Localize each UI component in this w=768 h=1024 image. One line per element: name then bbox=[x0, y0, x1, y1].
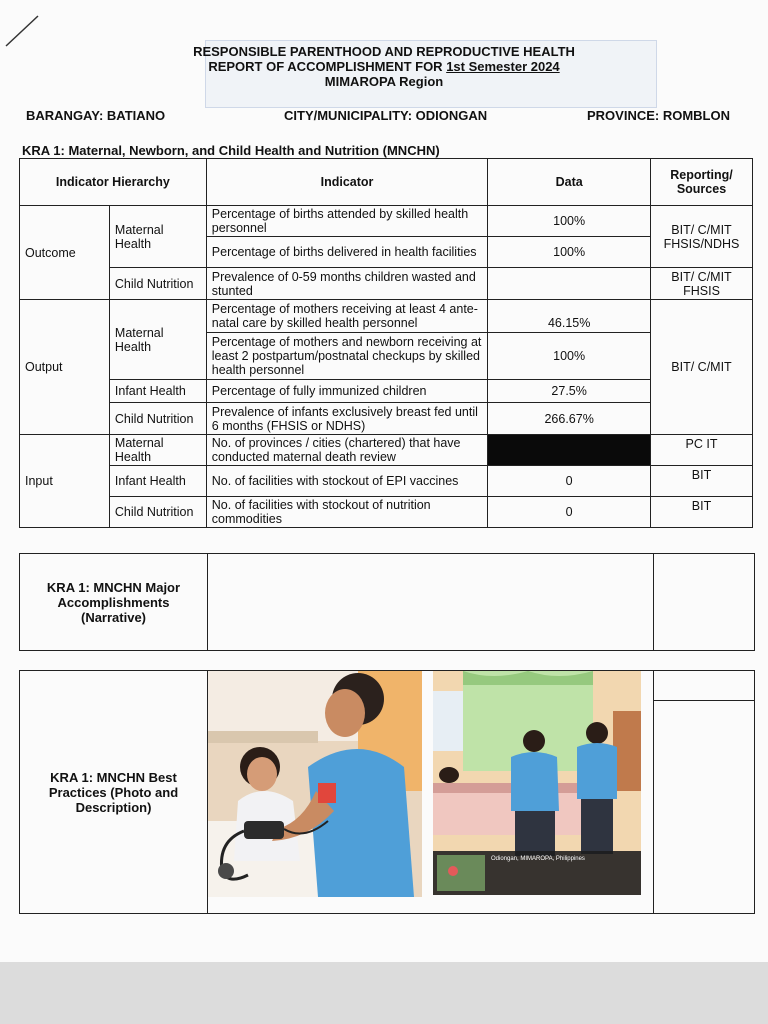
row-divider bbox=[653, 700, 754, 701]
header-sources: Reporting/ Sources bbox=[651, 159, 753, 206]
indicator-cell: Percentage of mothers and newborn receiving at least 2 postpartum/postnatal checkups by skilled health personnel bbox=[206, 333, 488, 380]
indicator-cell: No. of facilities with stockout of nutrition commodities bbox=[206, 497, 488, 528]
header-hierarchy: Indicator Hierarchy bbox=[20, 159, 207, 206]
column-divider bbox=[653, 671, 654, 913]
table-row bbox=[20, 466, 753, 497]
photo-bp-check bbox=[208, 671, 422, 897]
table-row bbox=[20, 403, 753, 435]
report-header bbox=[0, 44, 768, 89]
table-row bbox=[20, 268, 753, 300]
accomplishments-label-cell bbox=[20, 554, 208, 650]
data-cell bbox=[488, 268, 651, 300]
sub-category: Maternal Health bbox=[109, 435, 206, 466]
data-cell: 27.5% bbox=[488, 380, 651, 403]
sub-category: Maternal Health bbox=[109, 206, 206, 268]
source-cell: BIT/ C/MIT FHSIS bbox=[651, 268, 753, 300]
indicator-cell: No. of provinces / cities (chartered) that have conducted maternal death review bbox=[206, 435, 488, 466]
indicator-cell: Percentage of fully immunized children bbox=[206, 380, 488, 403]
data-cell: 46.15% bbox=[488, 300, 651, 333]
sub-category: Child Nutrition bbox=[109, 268, 206, 300]
table-row bbox=[20, 206, 753, 237]
best-practices-label-cell bbox=[20, 671, 208, 913]
city-label: CITY/MUNICIPALITY: ODIONGAN bbox=[284, 108, 488, 123]
header-line-2: REPORT OF ACCOMPLISHMENT FOR 1st Semester 2024 bbox=[208, 59, 560, 74]
source-cell: BIT/ C/MIT FHSIS/NDHS bbox=[651, 206, 753, 268]
group-outcome: Outcome bbox=[20, 206, 110, 300]
indicator-cell: Percentage of births attended by skilled health personnel bbox=[206, 206, 488, 237]
province-label: PROVINCE: ROMBLON bbox=[587, 108, 730, 123]
sub-category: Child Nutrition bbox=[109, 497, 206, 528]
header-line-1: RESPONSIBLE PARENTHOOD AND REPRODUCTIVE HEALTH bbox=[193, 44, 575, 59]
data-cell: 100% bbox=[488, 237, 651, 268]
table-row bbox=[20, 497, 753, 528]
data-cell: 100% bbox=[488, 206, 651, 237]
data-cell: 0 bbox=[488, 466, 651, 497]
photo-home-visit bbox=[433, 671, 641, 895]
indicator-cell: Percentage of births delivered in health facilities bbox=[206, 237, 488, 268]
table-row bbox=[20, 380, 753, 403]
redacted-data-cell bbox=[488, 435, 651, 466]
sub-category: Maternal Health bbox=[109, 300, 206, 380]
table-row bbox=[20, 300, 753, 333]
accomplishments-label: KRA 1: MNCHN Major Accomplishments (Narrative) bbox=[46, 579, 181, 625]
indicator-table bbox=[19, 158, 753, 528]
indicator-cell: Prevalence of infants exclusively breast fed until 6 months (FHSIS or NDHS) bbox=[206, 403, 488, 435]
data-cell: 266.67% bbox=[488, 403, 651, 435]
barangay-label: BARANGAY: BATIANO bbox=[26, 108, 166, 123]
header-data: Data bbox=[488, 159, 651, 206]
accomplishments-section bbox=[19, 553, 755, 651]
data-cell: 100% bbox=[488, 333, 651, 380]
table-row bbox=[20, 435, 753, 466]
data-cell: 0 bbox=[488, 497, 651, 528]
photo-bp-check-image bbox=[208, 671, 422, 897]
sub-category: Infant Health bbox=[109, 466, 206, 497]
source-cell: BIT bbox=[651, 497, 753, 528]
semester: 1st Semester 2024 bbox=[446, 59, 560, 74]
header-line-3: MIMAROPA Region bbox=[324, 74, 444, 89]
gps-caption: Odiongan, MIMAROPA, Philippines bbox=[491, 856, 585, 862]
source-cell: BIT/ C/MIT bbox=[651, 300, 753, 435]
group-input: Input bbox=[20, 435, 110, 528]
source-cell: BIT bbox=[651, 466, 753, 497]
best-practices-label: KRA 1: MNCHN Best Practices (Photo and Description) bbox=[48, 769, 179, 815]
header-indicator: Indicator bbox=[206, 159, 488, 206]
indicator-cell: No. of facilities with stockout of EPI vaccines bbox=[206, 466, 488, 497]
indicator-cell: Prevalence of 0-59 months children wasted and stunted bbox=[206, 268, 488, 300]
table-header-row bbox=[20, 159, 753, 206]
indicator-cell: Percentage of mothers receiving at least 4 ante-natal care by skilled health personnel bbox=[206, 300, 488, 333]
sub-category: Infant Health bbox=[109, 380, 206, 403]
group-output: Output bbox=[20, 300, 110, 435]
column-divider bbox=[653, 554, 654, 650]
kra-title: KRA 1: Maternal, Newborn, and Child Health and Nutrition (MNCHN) bbox=[22, 143, 440, 158]
sub-category: Child Nutrition bbox=[109, 403, 206, 435]
source-cell: PC IT bbox=[651, 435, 753, 466]
